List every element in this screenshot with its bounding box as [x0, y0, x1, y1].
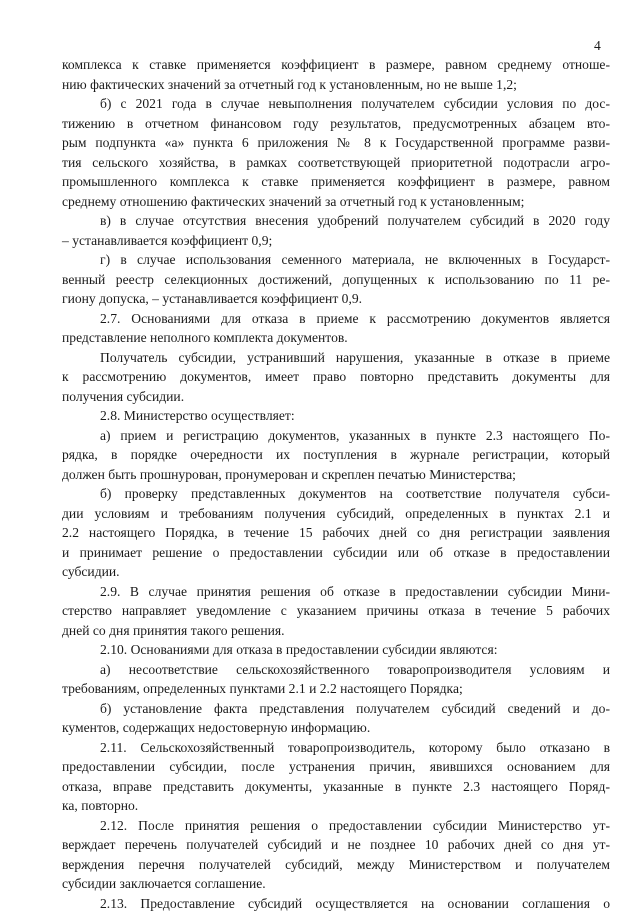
text-line: гиону допуска, – устанавливается коэффициент 0,9.	[62, 291, 363, 306]
text-line: 2.13. Предоставление субсидий осуществляется на основании соглашения о	[100, 895, 610, 911]
text-line: предоставлении субсидии, после устранения причин, явившихся основанием для	[62, 759, 610, 774]
text-line: дии условиям и требованиям получения субсидий, определенных в пунктах 2.1 и	[62, 505, 610, 521]
text-line: верждает перечень получателей субсидий и не позднее 10 рабочих дней со дня ут-	[62, 837, 610, 852]
text-line: требованиям, определенных пунктами 2.1 и 2.2 настоящего Порядка;	[62, 681, 463, 696]
text-line: а) несоответствие сельскохозяйственного товаропроизводителя условиям и	[100, 661, 610, 677]
text-line: промышленного комплекса к ставке применяется коэффициент в размере, равном	[62, 174, 610, 189]
text-line: а) прием и регистрацию документов, указанных в пункте 2.3 настоящего По-	[100, 427, 610, 443]
text-line: отказа, вправе представить документы, указанные в пункте 2.3 настоящего Поряд-	[62, 778, 610, 794]
text-line: субсидии заключается соглашение.	[62, 876, 266, 891]
text-line: кументов, содержащих недостоверную информацию.	[62, 720, 371, 735]
text-line: нию фактических значений за отчетный год к установленным, но не выше 1,2;	[62, 76, 517, 92]
text-line: и принимает решение о предоставлении субсидии или об отказе в предоставлении	[62, 544, 610, 560]
text-line: рым подпункта «а» пункта 6 приложения № 8 к Государственной программе разви-	[62, 135, 610, 150]
text-line: тия сельского хозяйства, в рамках соответствующей приоритетной подотрасли агро-	[62, 154, 610, 170]
text-line: к рассмотрению документов, имеет право повторно представить документы для	[62, 369, 610, 384]
text-line: г) в случае использования семенного материала, не включенных в Государст-	[100, 252, 610, 267]
text-line: 2.10. Основаниями для отказа в предоставлении субсидии являются:	[100, 642, 498, 657]
text-line: представление неполного комплекта документов.	[62, 330, 348, 345]
text-line: субсидии.	[62, 564, 120, 579]
text-line: 2.12. После принятия решения о предоставлении субсидии Министерство ут-	[100, 817, 610, 833]
text-line: дней со дня принятия такого решения.	[62, 622, 285, 638]
text-line: б) проверку представленных документов на соответствие получателя субси-	[100, 486, 610, 501]
text-line: – устанавливается коэффициент 0,9;	[62, 232, 273, 248]
text-line: в) в случае отсутствия внесения удобрений получателем субсидий в 2020 году	[100, 213, 610, 228]
text-line: должен быть прошнурован, пронумерован и скреплен печатью Министерства;	[62, 466, 516, 482]
text-line: комплекса к ставке применяется коэффициент в размере, равном среднему отноше-	[62, 57, 610, 72]
text-line: б) установление факта представления получателем субсидий сведений и до-	[100, 700, 610, 716]
text-line: б) с 2021 года в случае невыполнения получателем субсидии условия по дос-	[100, 96, 610, 111]
text-line: среднему отношению фактических значений за отчетный год к установленным;	[62, 193, 525, 209]
text-line: венный реестр селекционных достижений, допущенных к использованию по 11 ре-	[62, 271, 610, 287]
text-line: 2.11. Сельскохозяйственный товаропроизводитель, которому было отказано в	[100, 739, 610, 755]
text-line: 2.7. Основаниями для отказа в приеме к рассмотрению документов является	[100, 310, 610, 326]
text-line: ка, повторно.	[62, 798, 139, 813]
text-line: получения субсидии.	[62, 388, 185, 404]
text-line: 2.2 настоящего Порядка, в течение 15 рабочих дней со дня регистрации заявления	[62, 525, 610, 540]
text-line: Получатель субсидии, устранивший нарушения, указанные в отказе в приеме	[100, 349, 610, 365]
text-line: 2.9. В случае принятия решения об отказе в предоставлении субсидии Мини-	[100, 583, 610, 599]
text-line: рядка, в порядке очередности их поступления в журнале регистрации, который	[62, 447, 610, 462]
text-line: стерство направляет уведомление с указанием причины отказа в течение 5 рабочих	[62, 603, 610, 618]
page-number: 4	[594, 38, 601, 53]
text-line: тижению в отчетном финансовом году результатов, предусмотренных абзацем вто-	[62, 115, 610, 131]
text-line: 2.8. Министерство осуществляет:	[100, 408, 295, 423]
text-line: верждения перечня получателей субсидий, между Министерством и получателем	[62, 856, 610, 872]
